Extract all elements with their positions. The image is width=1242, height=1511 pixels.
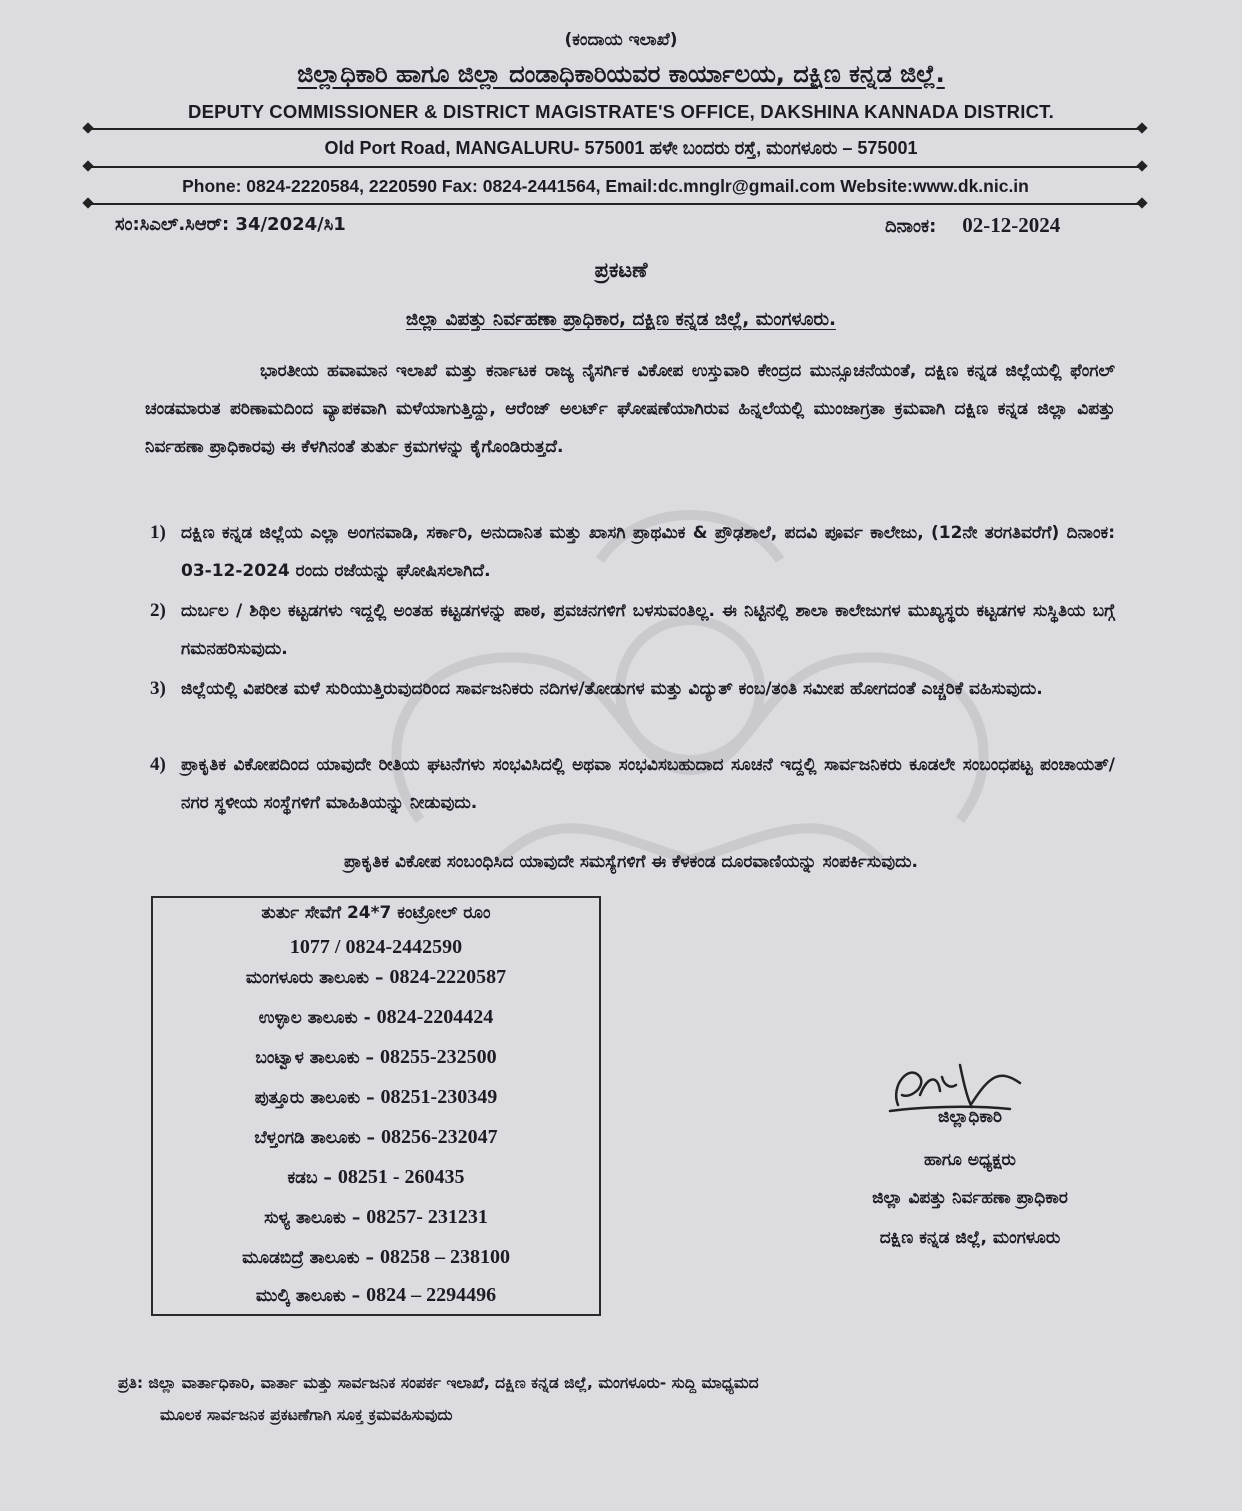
date-label: ದಿನಾಂಕ: bbox=[885, 216, 937, 237]
date-value: 02-12-2024 bbox=[962, 213, 1061, 237]
list-item-number: 3) bbox=[150, 678, 166, 699]
list-item-text: ದುರ್ಬಲ / ಶಿಥಿಲ ಕಟ್ಟಡಗಳು ಇದ್ದಲ್ಲಿ ಅಂತಹ ಕಟ್ಟಡಗಳನ್ನು ಪಾಠ, ಪ್ರವಚನಗಳಿಗೆ ಬಳಸುವಂತಿಲ್ಲ. ಈ ನಿಟ್ಟಿನಲ್ಲಿ ಶಾಲಾ ಕಾಲೇಜುಗಳ ಮುಖ್ಯಸ್ಥರು ಕಟ್ಟಡಗಳ ಸುಸ್ಥಿತಿಯ ಬಗ್ಗೆ ಗಮನಹರಿಸುವುದು. bbox=[181, 601, 1115, 659]
list-item-number: 2) bbox=[150, 600, 166, 621]
taluk-helpline bbox=[153, 1206, 599, 1229]
office-name-kannada: ಜಿಲ್ಲಾಧಿಕಾರಿ ಹಾಗೂ ಜಿಲ್ಲಾ ದಂಡಾಧಿಕಾರಿಯವರ ಕಾರ್ಯಾಲಯ, ದಕ್ಷಿಣ ಕನ್ನಡ ಜಿಲ್ಲೆ. bbox=[297, 60, 945, 88]
signatory-designation: ಜಿಲ್ಲಾಧಿಕಾರಿ bbox=[937, 1107, 1003, 1127]
taluk-name: ಸುಳ್ಯ ತಾಲೂಕು – bbox=[264, 1208, 367, 1228]
list-item-text: ಜಿಲ್ಲೆಯಲ್ಲಿ ವಿಪರೀತ ಮಳೆ ಸುರಿಯುತ್ತಿರುವುದರಿಂದ ಸಾರ್ವಜನಿಕರು ನದಿಗಳ/ತೋಡುಗಳ ಮತ್ತು ವಿದ್ಯುತ್ ಕಂಬ/ತಂತಿ ಸಮೀಪ ಹೋಗದಂತೆ ಎಚ್ಚರಿಕೆ ವಹಿಸುವುದು. bbox=[181, 679, 1043, 699]
taluk-name: ಬೆಳ್ತಂಗಡಿ ತಾಲೂಕು – bbox=[254, 1128, 381, 1148]
list-item bbox=[145, 592, 1115, 668]
taluk-name: ಮುಲ್ಕಿ ತಾಲೂಕು – bbox=[255, 1286, 367, 1306]
taluk-phone: 08256-232047 bbox=[380, 1126, 498, 1148]
helpline-title: ತುರ್ತು ಸೇವೆಗೆ 24*7 ಕಂಟ್ರೋಲ್ ರೂಂ bbox=[261, 903, 491, 923]
office-name-english: DEPUTY COMMISSIONER & DISTRICT MAGISTRATE'S OFFICE, DAKSHINA KANNADA DISTRICT. bbox=[188, 101, 1054, 122]
notice-title: ಪ್ರಕಟಣೆ bbox=[594, 258, 648, 282]
office-address: Old Port Road, MANGALURU- 575001 ಹಳೇ ಬಂದರು ರಸ್ತೆ, ಮಂಗಳೂರು – 575001 bbox=[324, 138, 918, 158]
contact-instruction: ಪ್ರಾಕೃತಿಕ ವಿಕೋಪ ಸಂಬಂಧಿಸಿದ ಯಾವುದೇ ಸಮಸ್ಯೆಗಳಿಗೆ ಈ ಕೆಳಕಂಡ ದೂರವಾಣಿಯನ್ನು ಸಂಪರ್ಕಿಸುವುದು. bbox=[344, 852, 918, 872]
list-item bbox=[145, 746, 1115, 822]
header-divider-bottom bbox=[88, 203, 1142, 205]
taluk-phone: 08258 – 238100 bbox=[379, 1246, 510, 1268]
taluk-helpline bbox=[153, 1086, 599, 1109]
taluk-name: ಮಂಗಳೂರು ತಾಲೂಕು – bbox=[245, 968, 390, 988]
taluk-helpline bbox=[153, 1006, 599, 1029]
taluk-phone: 0824-2204424 bbox=[376, 1006, 494, 1028]
taluk-helpline bbox=[153, 1166, 599, 1189]
taluk-phone: 0824 – 2294496 bbox=[366, 1284, 497, 1306]
taluk-name: ಬಂಟ್ವಾಳ ತಾಲೂಕು – bbox=[255, 1048, 380, 1068]
taluk-name: ಕಡಬ – bbox=[287, 1168, 338, 1188]
taluk-phone: 08255-232500 bbox=[379, 1046, 497, 1068]
copy-to-line: ಪ್ರತಿ: ಜಿಲ್ಲಾ ವಾರ್ತಾಧಿಕಾರಿ, ವಾರ್ತಾ ಮತ್ತು ಸಾರ್ವಜನಿಕ ಸಂಪರ್ಕ ಇಲಾಖೆ, ದಕ್ಷಿಣ ಕನ್ನಡ ಜಿಲ್ಲೆ, ಮಂಗಳೂರು- ಸುದ್ದಿ ಮಾಧ್ಯಮದ bbox=[118, 1374, 759, 1392]
taluk-helpline bbox=[153, 1126, 599, 1149]
helpline-box bbox=[151, 896, 601, 1316]
taluk-phone: 08251-230349 bbox=[380, 1086, 498, 1108]
signatory-authority: ಜಿಲ್ಲಾ ವಿಪತ್ತು ನಿರ್ವಹಣಾ ಪ್ರಾಧಿಕಾರ bbox=[872, 1188, 1068, 1208]
list-item bbox=[145, 514, 1115, 590]
list-item bbox=[145, 670, 1115, 708]
taluk-phone: 08257- 231231 bbox=[366, 1206, 488, 1228]
department-name: (ಕಂದಾಯ ಇಲಾಖೆ) bbox=[564, 30, 678, 50]
signatory-role: ಹಾಗೂ ಅಧ್ಯಕ್ಷರು bbox=[924, 1150, 1016, 1170]
intro-paragraph: ಭಾರತೀಯ ಹವಾಮಾನ ಇಲಾಖೆ ಮತ್ತು ಕರ್ನಾಟಕ ರಾಜ್ಯ ನೈಸರ್ಗಿಕ ವಿಕೋಪ ಉಸ್ತುವಾರಿ ಕೇಂದ್ರದ ಮುನ್ಸೂಚನೆಯಂತೆ, ದಕ್ಷಿಣ ಕನ್ನಡ ಜಿಲ್ಲೆಯಲ್ಲಿ ಫೆಂಗಲ್ ಚಂಡಮಾರುತ ಪರಿಣಾಮದಿಂದ ವ್ಯಾಪಕವಾಗಿ ಮಳೆಯಾಗುತ್ತಿದ್ದು, ಆರೆಂಜ್ ಅಲರ್ಟ್ ಘೋಷಣೆಯಾಗಿರುವ ಹಿನ್ನಲೆಯಲ್ಲಿ ಮುಂಜಾಗ್ರತಾ ಕ್ರಮವಾಗಿ ದಕ್ಷಿಣ ಕನ್ನಡ ಜಿಲ್ಲಾ ವಿಪತ್ತು ನಿರ್ವಹಣಾ ಪ್ರಾಧಿಕಾರವು ಈ ಕೆಳಗಿನಂತೆ ತುರ್ತು ಕ್ರಮಗಳನ್ನು ಕೈಗೊಂಡಿರುತ್ತದೆ. bbox=[145, 361, 1115, 457]
header-divider-top bbox=[88, 128, 1142, 130]
taluk-helpline bbox=[153, 1046, 599, 1069]
list-item-number: 4) bbox=[150, 754, 166, 775]
list-item-text: ದಕ್ಷಿಣ ಕನ್ನಡ ಜಿಲ್ಲೆಯ ಎಲ್ಲಾ ಅಂಗನವಾಡಿ, ಸರ್ಕಾರಿ, ಅನುದಾನಿತ ಮತ್ತು ಖಾಸಗಿ ಪ್ರಾಥಮಿಕ & ಪ್ರೌಢಶಾಲೆ, ಪದವಿ ಪೂರ್ವ ಕಾಲೇಜು, (12ನೇ ತರಗತಿವರೆಗೆ) ದಿನಾಂಕ: 03-12-2024 ರಂದು ರಜೆಯನ್ನು ಘೋಷಿಸಲಾಗಿದೆ. bbox=[181, 523, 1115, 581]
taluk-name: ಪುತ್ತೂರು ತಾಲೂಕು – bbox=[254, 1088, 381, 1108]
copy-to-line: ಮೂಲಕ ಸಾರ್ವಜನಿಕ ಪ್ರಕಟಣೆಗಾಗಿ ಸೂಕ್ತ ಕ್ರಮವಹಿಸುವುದು bbox=[160, 1406, 453, 1424]
taluk-helpline bbox=[153, 1246, 599, 1269]
taluk-phone: 0824-2220587 bbox=[389, 966, 507, 988]
taluk-name: ಮೂಡಬಿದ್ರೆ ತಾಲೂಕು – bbox=[242, 1248, 380, 1268]
authority-name: ಜಿಲ್ಲಾ ವಿಪತ್ತು ನಿರ್ವಹಣಾ ಪ್ರಾಧಿಕಾರ, ದಕ್ಷಿಣ ಕನ್ನಡ ಜಿಲ್ಲೆ, ಮಂಗಳೂರು. bbox=[405, 309, 837, 330]
list-item-number: 1) bbox=[150, 522, 166, 543]
helpline-main-numbers: 1077 / 0824-2442590 bbox=[289, 936, 463, 958]
taluk-helpline bbox=[153, 966, 599, 989]
office-contact-details: Phone: 0824-2220584, 2220590 Fax: 0824-2441564, Email:dc.mnglr@gmail.com Website:www.dk.nic.in bbox=[182, 176, 1029, 196]
taluk-helpline bbox=[153, 1284, 599, 1307]
reference-number: ಸಂ:ಸಿಎಲ್.ಸಿಆರ್: 34/2024/ಸಿ1 bbox=[115, 214, 346, 235]
copy-to-note bbox=[118, 1367, 1118, 1431]
header-divider-middle bbox=[88, 166, 1142, 168]
list-item-text: ಪ್ರಾಕೃತಿಕ ವಿಕೋಪದಿಂದ ಯಾವುದೇ ರೀತಿಯ ಘಟನೆಗಳು ಸಂಭವಿಸಿದಲ್ಲಿ ಅಥವಾ ಸಂಭವಿಸಬಹುದಾದ ಸೂಚನೆ ಇದ್ದಲ್ಲಿ ಸಾರ್ವಜನಿಕರು ಕೂಡಲೇ ಸಂಬಂಧಪಟ್ಟ ಪಂಚಾಯತ್/ನಗರ ಸ್ಥಳೀಯ ಸಂಸ್ಥೆಗಳಿಗೆ ಮಾಹಿತಿಯನ್ನು ನೀಡುವುದು. bbox=[181, 755, 1115, 813]
notice-date bbox=[885, 213, 1060, 238]
taluk-name: ಉಳ್ಳಾಲ ತಾಲೂಕು - bbox=[258, 1008, 377, 1028]
signatory-location: ದಕ್ಷಿಣ ಕನ್ನಡ ಜಿಲ್ಲೆ, ಮಂಗಳೂರು bbox=[879, 1228, 1061, 1248]
taluk-phone: 08251 - 260435 bbox=[337, 1166, 465, 1188]
